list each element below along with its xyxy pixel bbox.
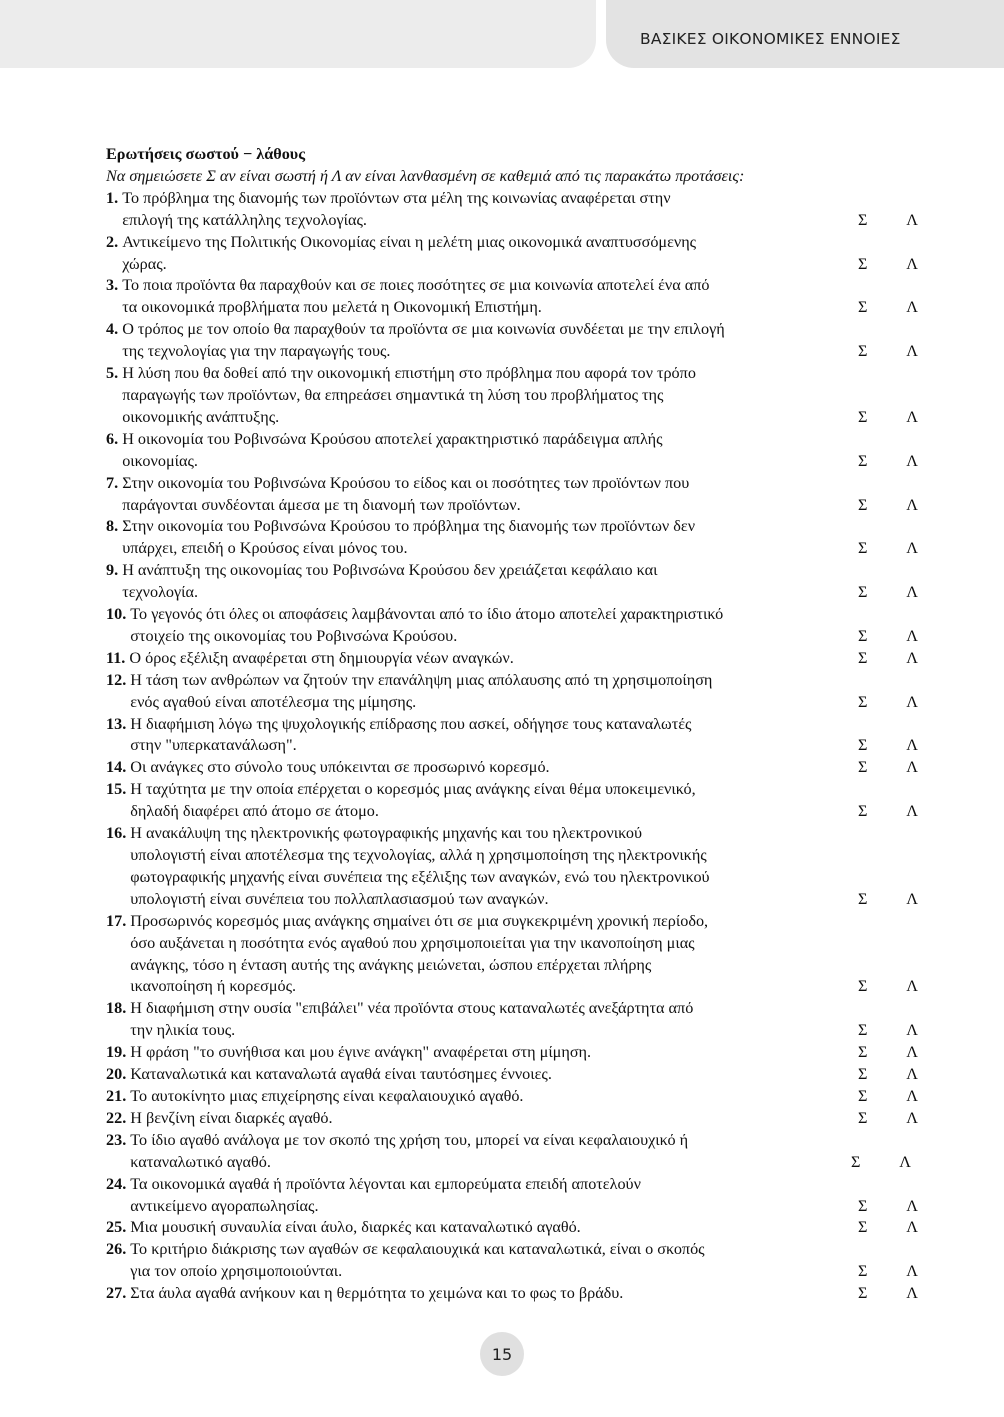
answer-false-option[interactable]: Λ <box>906 736 918 755</box>
answer-true-option[interactable]: Σ <box>858 736 868 755</box>
question-line <box>130 955 918 977</box>
question-item <box>106 757 918 779</box>
question-item <box>106 232 918 276</box>
question-text: Η ταχύτητα με την οποία επέρχεται ο κορεσμός μιας ανάγκης είναι θέμα υποκειμενικό, <box>130 780 696 799</box>
answer-false-option[interactable]: Λ <box>899 1152 911 1171</box>
question-body <box>129 648 918 670</box>
question-text: οικονομίας. <box>122 451 198 470</box>
answer-false-option[interactable]: Λ <box>906 1262 918 1281</box>
question-text: οικονομικής ανάπτυξης. <box>122 407 280 426</box>
question-line <box>122 516 918 538</box>
question-line <box>130 779 918 801</box>
question-body <box>130 1174 918 1218</box>
answer-true-option[interactable]: Σ <box>858 583 868 602</box>
answer-false-option[interactable]: Λ <box>906 648 918 667</box>
question-line <box>122 232 918 254</box>
question-number: 23. <box>106 1130 131 1149</box>
answer-choices <box>854 1108 918 1130</box>
answer-choices <box>854 1261 918 1283</box>
answer-false-option[interactable]: Λ <box>906 254 918 273</box>
question-text: Η οικονομία του Ροβινσώνα Κρούσου αποτελεί χαρακτηριστικό παράδειγμα απλής <box>122 429 663 448</box>
answer-choices <box>854 210 918 232</box>
question-line <box>130 1217 918 1239</box>
question-number: 20. <box>106 1065 131 1084</box>
question-line <box>130 714 918 736</box>
question-body <box>130 1217 918 1239</box>
answer-false-option[interactable]: Λ <box>906 1108 918 1127</box>
question-number: 17. <box>106 911 131 930</box>
answer-false-option[interactable]: Λ <box>906 692 918 711</box>
header-band-left <box>0 0 596 68</box>
answer-choices <box>854 1196 918 1218</box>
question-line <box>122 297 918 319</box>
question-body <box>130 670 918 714</box>
question-text: Η ανάπτυξη της οικονομίας του Ροβινσώνα Κρούσου δεν χρειάζεται κεφάλαιο και <box>122 561 658 580</box>
answer-false-option[interactable]: Λ <box>906 342 918 361</box>
question-text: Στην οικονομία του Ροβινσώνα Κρούσου το είδος και οι ποσότητες των προϊόντων που <box>122 473 690 492</box>
running-header-title: ΒΑΣΙΚΕΣ ΟΙΚΟΝΟΜΙΚΕΣ ΕΝΝΟΙΕΣ <box>640 30 901 48</box>
answer-choices <box>854 297 918 319</box>
question-number: 7. <box>106 473 123 492</box>
question-body <box>130 1239 918 1283</box>
answer-true-option[interactable]: Σ <box>858 1021 868 1040</box>
section-heading: Ερωτήσεις σωστού − λάθους <box>106 145 306 163</box>
question-body <box>130 1064 918 1086</box>
answer-false-option[interactable]: Λ <box>906 758 918 777</box>
question-text: αντικείμενο αγοραπωλησίας. <box>130 1196 319 1215</box>
question-text: Αντικείμενο της Πολιτικής Οικονομίας είναι η μελέτη μιας οικονομικά αναπτυσσόμενης <box>122 232 697 251</box>
question-item <box>106 911 918 999</box>
question-text: Το κριτήριο διάκρισης των αγαθών σε κεφαλαιουχικά και καταναλωτικά, είναι ο σκοπός <box>130 1240 705 1259</box>
question-number: 21. <box>106 1086 131 1105</box>
question-body <box>130 779 918 823</box>
question-text: Η βενζίνη είναι διαρκές αγαθό. <box>130 1108 333 1127</box>
answer-false-option[interactable]: Λ <box>906 1021 918 1040</box>
question-body <box>122 275 918 319</box>
question-number: 2. <box>106 232 123 251</box>
answer-choices <box>854 889 918 911</box>
question-line <box>122 385 918 407</box>
answer-choices <box>854 801 918 823</box>
question-number: 25. <box>106 1218 131 1237</box>
answer-true-option[interactable]: Σ <box>858 407 868 426</box>
answer-choices <box>854 976 918 998</box>
section-instructions: Να σημειώσετε Σ αν είναι σωστή ή Λ αν είναι λανθασμένη σε καθεμιά από τις παρακάτω προτάσεις: <box>106 166 745 185</box>
question-number: 6. <box>106 429 123 448</box>
answer-false-option[interactable]: Λ <box>906 583 918 602</box>
question-line <box>122 188 918 210</box>
question-body <box>130 714 918 758</box>
question-line <box>122 473 918 495</box>
question-text: Ο όρος εξέλιξη αναφέρεται στη δημιουργία νέων αναγκών. <box>129 648 514 667</box>
question-item <box>106 1064 918 1086</box>
question-number: 3. <box>106 276 123 295</box>
question-body <box>122 473 918 517</box>
question-line <box>130 1152 918 1174</box>
answer-true-option[interactable]: Σ <box>858 342 868 361</box>
answer-true-option[interactable]: Σ <box>858 1196 868 1215</box>
question-line <box>130 1108 918 1130</box>
question-text: ικανοποίηση ή κορεσμός. <box>130 977 297 996</box>
question-text: Η ανακάλυψη της ηλεκτρονικής φωτογραφικής μηχανής και του ηλεκτρονικού <box>130 824 643 843</box>
question-line <box>130 998 918 1020</box>
question-body <box>130 911 918 999</box>
question-item <box>106 473 918 517</box>
answer-true-option[interactable]: Σ <box>858 802 868 821</box>
answer-choices <box>854 648 918 670</box>
question-number: 15. <box>106 780 131 799</box>
page-number: 15 <box>491 1344 513 1364</box>
answer-false-option[interactable]: Λ <box>906 1196 918 1215</box>
answer-true-option[interactable]: Σ <box>858 1262 868 1281</box>
answer-true-option[interactable]: Σ <box>858 977 868 996</box>
answer-false-option[interactable]: Λ <box>906 1218 918 1237</box>
question-item <box>106 998 918 1042</box>
question-line <box>122 407 918 429</box>
question-item <box>106 823 918 911</box>
question-text: φωτογραφικής μηχανής είναι συνέπεια της εξέλιξης των αναγκών, ενώ του ηλεκτρονικού <box>130 867 710 886</box>
question-text: Το γεγονός ότι όλες οι αποφάσεις λαμβάνονται από το ίδιο άτομο αποτελεί χαρακτηριστικό <box>130 605 724 624</box>
answer-true-option[interactable]: Σ <box>858 626 868 645</box>
answer-false-option[interactable]: Λ <box>906 1284 918 1303</box>
question-line <box>130 1020 918 1042</box>
question-line <box>130 1239 918 1261</box>
question-text: τα οικονομικά προβλήματα που μελετά η Οικονομική Επιστήμη. <box>122 298 542 317</box>
answer-choices <box>854 1042 918 1064</box>
answer-choices <box>854 692 918 714</box>
question-text: Το πρόβλημα της διανομής των προϊόντων στα μέλη της κοινωνίας αναφέρεται στην <box>122 188 671 207</box>
question-item <box>106 429 918 473</box>
question-line <box>130 1174 918 1196</box>
question-text: παράγονται συνδέονται άμεσα με τη διανομή των προϊόντων. <box>122 495 521 514</box>
question-line <box>130 1064 918 1086</box>
question-text: καταναλωτικό αγαθό. <box>130 1152 271 1171</box>
question-text: παραγωγής των προϊόντων, θα επηρεάσει σημαντικά τη λύση του προβλήματος της <box>122 385 664 404</box>
question-text: επιλογή της κατάλληλης τεχνολογίας. <box>122 210 367 229</box>
question-text: την ηλικία τους. <box>130 1021 236 1040</box>
question-item <box>106 1217 918 1239</box>
question-item <box>106 188 918 232</box>
question-text: Η λύση που θα δοθεί από την οικονομική επιστήμη στο πρόβλημα που αφορά τον τρόπο <box>122 364 696 383</box>
answer-true-option[interactable]: Σ <box>858 451 868 470</box>
question-body <box>130 998 918 1042</box>
answer-choices <box>854 407 918 429</box>
answer-false-option[interactable]: Λ <box>906 802 918 821</box>
answer-true-option[interactable]: Σ <box>858 889 868 908</box>
question-body <box>130 1042 918 1064</box>
question-line <box>130 801 918 823</box>
question-text: Στην οικονομία του Ροβινσώνα Κρούσου το πρόβλημα της διανομής των προϊόντων δεν <box>122 517 696 536</box>
question-line <box>122 319 918 341</box>
question-body <box>122 516 918 560</box>
question-text: Τα οικονομικά αγαθά ή προϊόντα λέγονται και εμπορεύματα επειδή αποτελούν <box>130 1174 641 1193</box>
answer-true-option[interactable]: Σ <box>858 1043 868 1062</box>
question-number: 22. <box>106 1108 131 1127</box>
question-number: 26. <box>106 1240 131 1259</box>
question-line <box>130 1261 918 1283</box>
answer-choices <box>854 495 918 517</box>
answer-true-option[interactable]: Σ <box>858 1218 868 1237</box>
question-number: 12. <box>106 670 131 689</box>
question-text: Το ίδιο αγαθό ανάλογα με τον σκοπό της χρήση του, μπορεί να είναι κεφαλαιουχικό ή <box>130 1130 689 1149</box>
question-text: όσο αυξάνεται η ποσότητα ενός αγαθού που χρησιμοποιείται για την ικανοποίηση μιας <box>130 933 695 952</box>
question-text: ενός αγαθού είναι αποτέλεσμα της μίμησης. <box>130 692 417 711</box>
question-text: υπολογιστή είναι αποτέλεσμα της τεχνολογίας, αλλά η χρησιμοποίηση της ηλεκτρονικής <box>130 846 707 864</box>
question-line <box>122 275 918 297</box>
answer-choices <box>854 626 918 648</box>
question-line <box>130 889 918 911</box>
answer-false-option[interactable]: Λ <box>906 298 918 317</box>
question-number: 27. <box>106 1284 131 1303</box>
question-text: Οι ανάγκες στο σύνολο τους υπόκεινται σε προσωρινό κορεσμό. <box>130 758 550 777</box>
question-line <box>130 867 918 889</box>
question-line <box>130 604 918 626</box>
answer-true-option[interactable]: Σ <box>858 210 868 229</box>
question-number: 9. <box>106 561 123 580</box>
question-item <box>106 1108 918 1130</box>
question-line <box>122 254 918 276</box>
question-number: 18. <box>106 999 131 1018</box>
answer-choices <box>854 341 918 363</box>
question-item <box>106 779 918 823</box>
question-line <box>130 1042 918 1064</box>
question-text: Η διαφήμιση λόγω της ψυχολογικής επίδρασης που ασκεί, οδήγησε τους καταναλωτές <box>130 714 692 733</box>
question-line <box>130 1283 918 1305</box>
question-item <box>106 714 918 758</box>
question-body <box>130 604 918 648</box>
answer-true-option[interactable]: Σ <box>858 1284 868 1303</box>
answer-choices <box>854 1020 918 1042</box>
question-line <box>129 648 918 670</box>
question-number: 24. <box>106 1174 131 1193</box>
question-line <box>130 933 918 955</box>
question-number: 11. <box>106 648 130 667</box>
question-number: 8. <box>106 517 123 536</box>
answer-choices <box>854 1086 918 1108</box>
question-number: 5. <box>106 364 123 383</box>
question-text: στοιχείο της οικονομίας του Ροβινσώνα Κρούσου. <box>130 626 458 645</box>
question-line <box>130 823 918 845</box>
page-number-badge <box>480 1332 524 1376</box>
question-body <box>130 1130 918 1174</box>
question-text: υπάρχει, επειδή ο Κρούσος είναι μόνος του. <box>122 539 408 558</box>
question-text: Το ποια προϊόντα θα παραχθούν και σε ποιες ποσότητες σε μια κοινωνία αποτελεί ένα από <box>122 276 710 295</box>
question-text: τεχνολογία. <box>122 583 199 602</box>
answer-false-option[interactable]: Λ <box>906 1043 918 1062</box>
question-list <box>106 188 918 1305</box>
question-body <box>130 757 918 779</box>
question-line <box>130 1130 918 1152</box>
question-item <box>106 1042 918 1064</box>
answer-true-option[interactable]: Σ <box>858 758 868 777</box>
question-line <box>130 626 918 648</box>
question-line <box>130 845 918 867</box>
answer-false-option[interactable]: Λ <box>906 539 918 558</box>
question-line <box>130 1196 918 1218</box>
answer-false-option[interactable]: Λ <box>906 889 918 908</box>
question-text: Ο τρόπος με τον οποίο θα παραχθούν τα προϊόντα σε μια κοινωνία συνδέεται με την επιλογή <box>122 320 725 339</box>
answer-choices <box>854 735 918 757</box>
question-item <box>106 319 918 363</box>
question-line <box>130 670 918 692</box>
question-number: 14. <box>106 758 131 777</box>
question-text: Η τάση των ανθρώπων να ζητούν την επανάληψη μιας απόλαυσης από τη χρησιμοποίηση <box>130 670 713 689</box>
question-item <box>106 363 918 429</box>
question-text: Μια μουσική συναυλία είναι άυλο, διαρκές και καταναλωτικό αγαθό. <box>130 1218 581 1237</box>
answer-choices <box>854 451 918 473</box>
question-line <box>122 538 918 560</box>
answer-true-option[interactable]: Σ <box>858 495 868 514</box>
question-text: Στα άυλα αγαθά ανήκουν και η θερμότητα το χειμώνα και το φως το βράδυ. <box>130 1284 624 1303</box>
answer-choices <box>854 1283 918 1305</box>
answer-false-option[interactable]: Λ <box>906 1086 918 1105</box>
answer-true-option[interactable]: Σ <box>858 539 868 558</box>
question-line <box>122 451 918 473</box>
question-line <box>122 582 918 604</box>
answer-false-option[interactable]: Λ <box>906 1065 918 1084</box>
answer-choices <box>854 582 918 604</box>
question-body <box>122 560 918 604</box>
question-line <box>122 363 918 385</box>
answer-true-option[interactable]: Σ <box>858 298 868 317</box>
answer-true-option[interactable]: Σ <box>858 692 868 711</box>
question-line <box>122 429 918 451</box>
question-number: 13. <box>106 714 131 733</box>
answer-choices <box>854 1217 918 1239</box>
answer-false-option[interactable]: Λ <box>906 626 918 645</box>
question-item <box>106 1283 918 1305</box>
question-line <box>122 560 918 582</box>
question-line <box>130 692 918 714</box>
question-number: 4. <box>106 320 123 339</box>
question-text: της τεχνολογίας για την παραγωγής τους. <box>122 342 391 361</box>
question-text: Η διαφήμιση στην ουσία "επιβάλει" νέα προϊόντα στους καταναλωτές ανεξάρτητα από <box>130 999 694 1018</box>
question-item <box>106 1239 918 1283</box>
answer-choices <box>854 757 918 779</box>
question-text: Καταναλωτικά και καταναλωτά αγαθά είναι ταυτόσημες έννοιες. <box>130 1065 552 1084</box>
answer-false-option[interactable]: Λ <box>906 451 918 470</box>
answer-true-option[interactable]: Σ <box>858 254 868 273</box>
question-item <box>106 516 918 560</box>
question-item <box>106 1174 918 1218</box>
answer-choices <box>854 1064 918 1086</box>
answer-false-option[interactable]: Λ <box>906 977 918 996</box>
question-text: για τον οποίο χρησιμοποιούνται. <box>130 1262 343 1281</box>
question-text: χώρας. <box>122 254 167 273</box>
question-line <box>130 735 918 757</box>
answer-true-option[interactable]: Σ <box>858 1086 868 1105</box>
question-item <box>106 648 918 670</box>
question-text: Το αυτοκίνητο μιας επιχείρησης είναι κεφαλαιουχικό αγαθό. <box>130 1086 524 1105</box>
question-line <box>122 210 918 232</box>
question-item <box>106 604 918 648</box>
question-text: Η φράση "το συνήθισα και μου έγινε ανάγκη" αναφέρεται στη μίμηση. <box>130 1043 592 1062</box>
question-body <box>130 1283 918 1305</box>
question-body <box>130 1108 918 1130</box>
question-body <box>122 363 918 429</box>
answer-false-option[interactable]: Λ <box>906 495 918 514</box>
question-line <box>130 757 918 779</box>
answer-choices <box>847 1152 918 1174</box>
question-body <box>122 319 918 363</box>
answer-choices <box>854 254 918 276</box>
exercise-section <box>106 144 918 1305</box>
question-text: υπολογιστή είναι συνέπεια του πολλαπλασιασμού των αναγκών. <box>130 889 549 908</box>
question-text: Προσωρινός κορεσμός μιας ανάγκης σημαίνει ότι σε μια συγκεκριμένη χρονική περίοδο, <box>130 911 709 930</box>
question-line <box>130 976 918 998</box>
question-text: ανάγκης, τόσο η ένταση αυτής της ανάγκης μειώνεται, ώσπου επέρχεται πλήρης <box>130 955 652 974</box>
answer-false-option[interactable]: Λ <box>906 210 918 229</box>
answer-choices <box>854 538 918 560</box>
question-body <box>122 188 918 232</box>
question-item <box>106 275 918 319</box>
question-text: στην "υπερκατανάλωση". <box>130 736 297 755</box>
question-line <box>122 495 918 517</box>
question-number: 1. <box>106 188 123 207</box>
question-line <box>122 341 918 363</box>
question-number: 19. <box>106 1043 131 1062</box>
question-number: 10. <box>106 605 131 624</box>
question-body <box>130 1086 918 1108</box>
answer-true-option[interactable]: Σ <box>858 1108 868 1127</box>
question-item <box>106 1130 918 1174</box>
answer-true-option[interactable]: Σ <box>858 648 868 667</box>
question-body <box>122 232 918 276</box>
answer-false-option[interactable]: Λ <box>906 407 918 426</box>
answer-true-option[interactable]: Σ <box>851 1152 861 1171</box>
question-text: δηλαδή διαφέρει από άτομο σε άτομο. <box>130 802 379 821</box>
question-line <box>130 911 918 933</box>
question-line <box>130 1086 918 1108</box>
answer-true-option[interactable]: Σ <box>858 1065 868 1084</box>
question-body <box>122 429 918 473</box>
question-item <box>106 670 918 714</box>
question-body <box>130 823 918 911</box>
question-number: 16. <box>106 824 131 843</box>
question-item <box>106 560 918 604</box>
question-item <box>106 1086 918 1108</box>
